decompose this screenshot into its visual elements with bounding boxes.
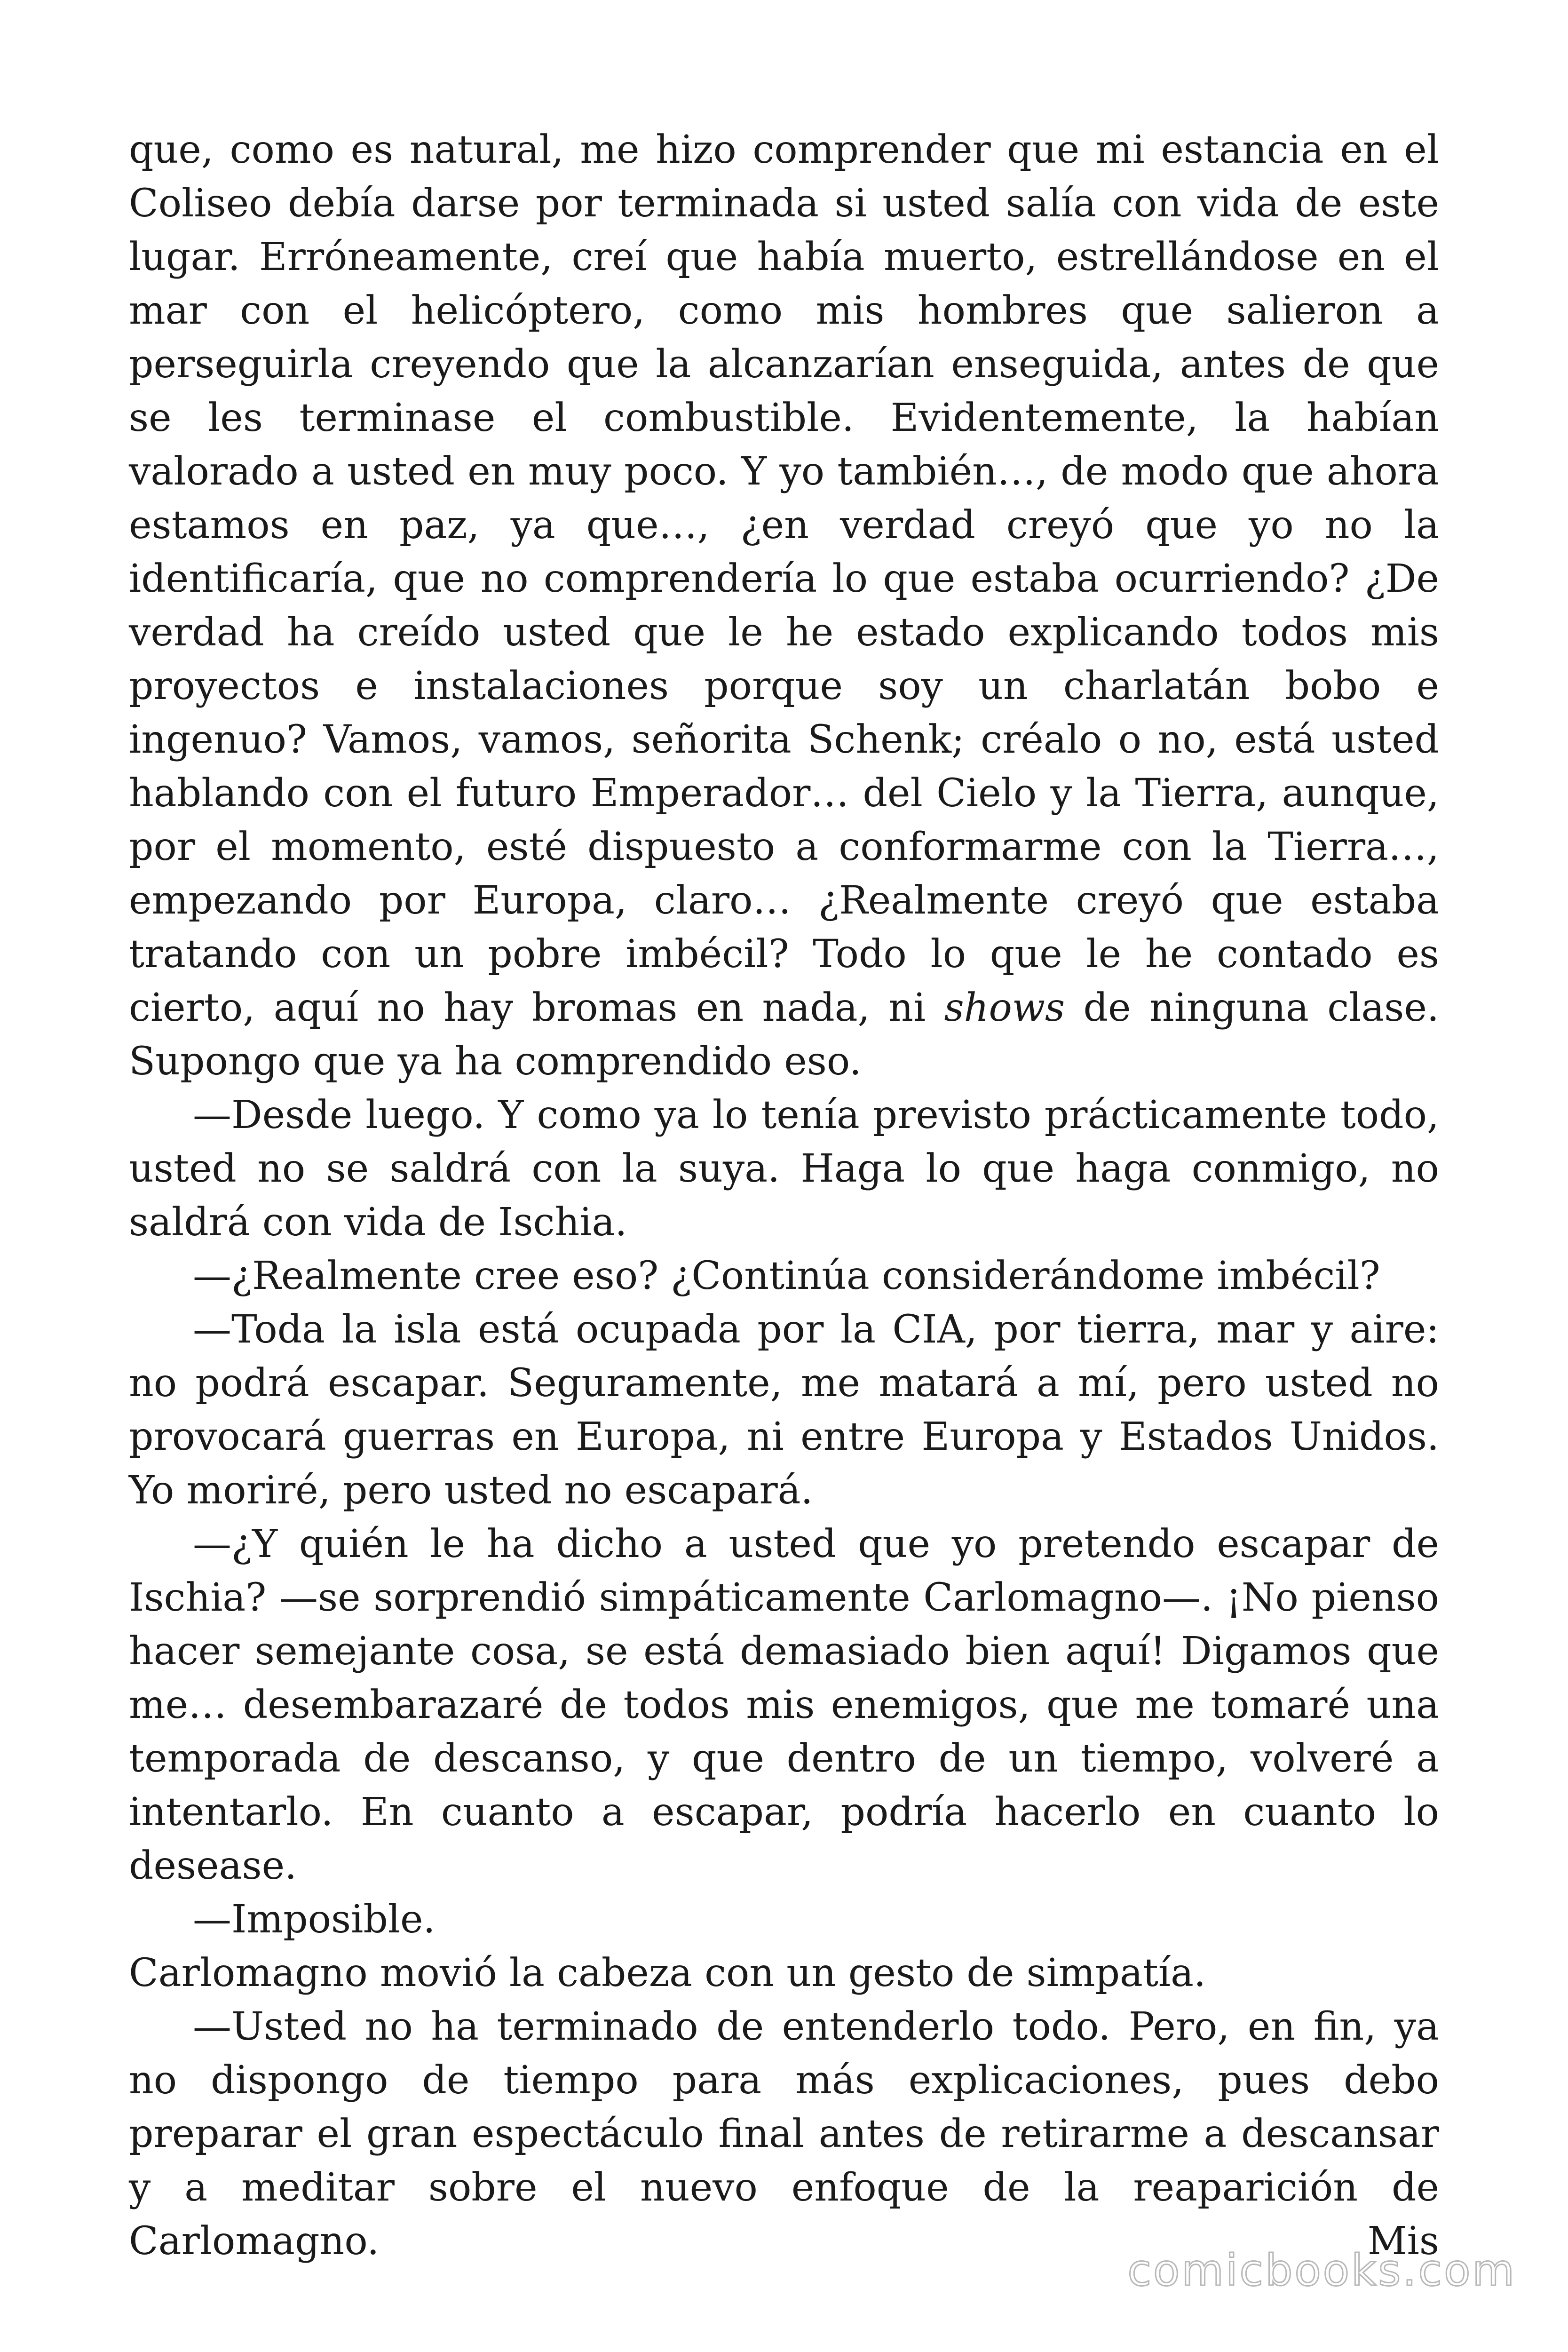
dialogue-paragraph: —¿Y quién le ha dicho a usted que yo pretendo escapar de Ischia? —se sorprendió simpáticamente Carlomagno—. ¡No pienso hacer semejante cosa, se está demasiado bien aquí! Digamos que me… desembarazaré de todos mis enemigos, que me tomaré una temporada de descanso, y que dentro de un tiempo, volveré a intentarlo. En cuanto a escapar, podría hacerlo en cuanto lo desease. xyxy=(129,1522,1439,1888)
dialogue-paragraph: —Toda la isla está ocupada por la CIA, por tierra, mar y aire: no podrá escapar. Seguramente, me matará a mí, pero usted no provocará guerras en Europa, ni entre Europa y Estados Unidos. Yo moriré, pero usted no escapará. xyxy=(129,1307,1439,1513)
dialogue-paragraph: —Desde luego. Y como ya lo tenía previsto prácticamente todo, usted no se saldrá con la suya. Haga lo que haga conmigo, no saldrá con vida de Ischia. xyxy=(129,1093,1439,1245)
paragraph-text: que, como es natural, me hizo comprender que mi estancia en el Coliseo debía darse por terminada si usted salía con vida de este lugar. Erróneamente, creí que había muerto, estrellándose en el mar con el helicóptero, como mis hombres que salieron a perseguirla creyendo que la alcanzarían enseguida, antes de que se les terminase el combustible. Evidentemente, la habían valorado a usted en muy poco. Y yo también…, de modo que ahora estamos en paz, ya que…, ¿en verdad creyó que yo no la identificaría, que no comprendería lo que estaba ocurriendo? ¿De verdad ha creído usted que le he estado explicando todos mis proyectos e instalaciones porque soy un charlatán bobo e ingenuo? Vamos, vamos, señorita Schenk; créalo o no, está usted hablando con el futuro Emperador… del Cielo y la Tierra, aunque, por el momento, esté dispuesto a conformarme con la Tierra…, empezando por Europa, claro… ¿Realmente creyó que estaba tratando con un pobre imbécil? Todo lo que le he contado es cierto, aquí no hay bromas en nada, ni xyxy=(129,127,1439,1030)
narration-paragraph: Carlomagno movió la cabeza con un gesto de simpatía. xyxy=(129,1951,1206,1995)
italic-word: shows xyxy=(944,985,1065,1030)
dialogue-paragraph: —Imposible. xyxy=(193,1897,436,1942)
watermark-logo: comicbooks.com xyxy=(1127,2245,1516,2296)
body-text xyxy=(129,123,1439,2268)
paragraph-continuation xyxy=(129,123,1439,1089)
paragraph-text: de ninguna clase. Supongo que ya ha comprendido eso. xyxy=(129,985,1439,1084)
dialogue-paragraph: —¿Realmente cree eso? ¿Continúa considerándome imbécil? xyxy=(193,1254,1380,1298)
dialogue-paragraph: —Usted no ha terminado de entenderlo todo. Pero, en fin, ya no dispongo de tiempo para más explicaciones, pues debo preparar el gran espectáculo final antes de retirarme a descansar y a meditar sobre el nuevo enfoque de la reaparición de Carlomagno. Mis xyxy=(129,2004,1439,2264)
